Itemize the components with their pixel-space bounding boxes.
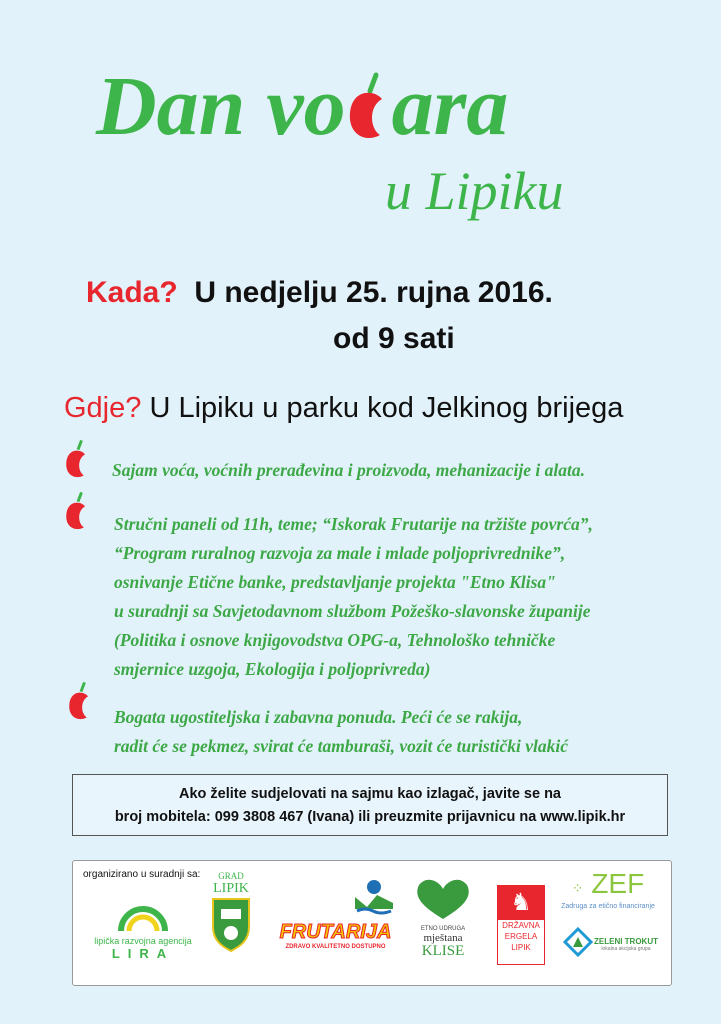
ergela-l2: ERGELA <box>504 932 538 941</box>
trokut-sub: lokalna akcijska grupa <box>601 946 651 952</box>
contact-line-1: Ako želite sudjelovati na sajmu kao izlagač, javite se na <box>179 786 561 802</box>
apple-icon <box>346 71 394 143</box>
water-logo-icon <box>353 879 395 917</box>
bullet-line: “Program ruralnog razvoja za male i mlade poljoprivrednike”, <box>114 543 566 563</box>
frutarija-logo <box>268 921 403 950</box>
horse-icon: ♞ <box>498 886 544 920</box>
where-label: Gdje? <box>64 392 142 424</box>
poster-title <box>96 58 508 155</box>
lira-text: lipička razvojna agencija <box>94 936 192 946</box>
when-label: Kada? <box>86 276 178 309</box>
frutarija-name: FRUTARIJA <box>279 921 392 943</box>
subtitle: u Lipiku <box>385 161 564 221</box>
zeleni-trokut-logo <box>561 927 661 952</box>
title-part1: Dan vo <box>96 60 346 153</box>
partners-label: organizirano u suradnji sa: <box>83 869 201 880</box>
lira-name: LIRA <box>111 946 175 961</box>
when-time: od 9 sati <box>333 322 455 355</box>
bullet-line: Sajam voća, voćnih prerađevina i proizvoda, mehanizacije i alata. <box>112 460 585 480</box>
where-text: U Lipiku u parku kod Jelkinog brijega <box>149 392 624 424</box>
bullet-line: radit će se pekmez, svirat će tamburaši, vozit će turistički vlakić <box>114 736 568 756</box>
apple-bullet-icon <box>60 490 96 532</box>
bullet-2 <box>114 510 593 684</box>
bullet-line: osnivanje Etične banke, predstavljanje projekta "Etno Klisa" <box>114 572 556 592</box>
ergela-logo <box>497 885 545 965</box>
bullet-line: smjernice uzgoja, Ekologija i poljoprivreda) <box>114 659 431 679</box>
klise-top: ETNO UDRUGA <box>420 926 466 932</box>
grad-name: LIPIK <box>213 881 249 896</box>
zef-sub: Zadruga za etično financiranje <box>561 903 655 910</box>
klise-name: KLISE <box>421 943 465 959</box>
zef-name: ZEF <box>591 868 645 899</box>
ergela-l3: LIPIK <box>511 943 531 952</box>
grad-lipik-logo <box>201 871 261 958</box>
contact-box <box>72 774 668 836</box>
grad-text: GRAD <box>218 871 244 881</box>
when-date: U nedjelju 25. rujna 2016. <box>194 276 553 309</box>
apple-bullet-icon <box>63 680 99 722</box>
klise-logo <box>403 873 483 958</box>
zef-logo: ⁘ ZEF Zadruga za etično financiranje <box>553 869 663 910</box>
bullet-line: Bogata ugostiteljska i zabavna ponuda. Peći će se rakija, <box>114 707 523 727</box>
bullet-line: Stručni paneli od 11h, teme; “Iskorak Frutarije na tržište povrća”, <box>114 514 593 534</box>
apple-bullet-icon <box>60 438 96 480</box>
trokut-name: ZELENI TROKUT <box>594 937 658 946</box>
bullet-3 <box>114 703 568 761</box>
partners-box <box>72 860 672 986</box>
bullet-1 <box>112 456 585 485</box>
when-line <box>86 276 553 310</box>
ergela-l1: DRŽAVNA <box>502 921 540 930</box>
bullet-line: u suradnji sa Savjetodavnom službom Požeško-slavonske županije <box>114 601 591 621</box>
frutarija-tag: ZDRAVO KVALITETNO DOSTUPNO <box>285 944 386 950</box>
title-part2: ara <box>391 60 509 153</box>
bullet-line: (Politika i osnove knjigovodstva OPG-a, Tehnološko tehničke <box>114 630 556 650</box>
where-line <box>64 392 623 425</box>
contact-line-2: broj mobitela: 099 3808 467 (Ivana) ili preuzmite prijavnicu na www.lipik.hr <box>114 809 626 825</box>
lira-logo <box>83 901 203 961</box>
klise-mid: mještana <box>423 932 463 944</box>
